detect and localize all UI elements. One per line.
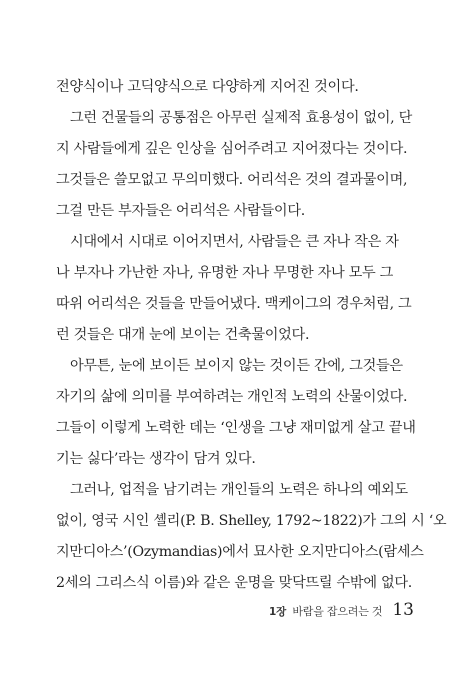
- text-line: 그들이 이렇게 노력한 데는 ‘인생을 그냥 재미없게 살고 끝내: [56, 420, 416, 436]
- text-line: 시대에서 시대로 이어지면서, 사람들은 큰 자나 작은 자: [70, 234, 399, 250]
- text-line: 그러나, 업적을 남기려는 개인들의 노력은 하나의 예외도: [70, 482, 408, 498]
- text-line: 지만디아스’(Ozymandias)에서 묘사한 오지만디아스(람세스: [56, 544, 424, 560]
- text-line: 2세의 그리스식 이름)와 같은 운명을 맞닥뜨릴 수밖에 없다.: [56, 575, 412, 591]
- chapter-number: 1장: [268, 606, 287, 618]
- body-text: [56, 72, 447, 599]
- text-line: 아무튼, 눈에 보이든 보이지 않는 것이든 간에, 그것들은: [70, 358, 403, 374]
- text-line: 따위 어리석은 것들을 만들어냈다. 맥케이그의 경우처럼, 그: [56, 296, 412, 312]
- text-line: 그런 건물들의 공통점은 아무런 실제적 효용성이 없이, 단: [70, 110, 412, 126]
- page-number: 13: [392, 600, 414, 620]
- text-line: 런 것들은 대개 눈에 보이는 건축물이었다.: [56, 327, 310, 343]
- text-line: 그걸 만든 부자들은 어리석은 사람들이다.: [56, 203, 305, 219]
- page-footer: [269, 600, 414, 620]
- text-line: 없이, 영국 시인 셸리(P. B. Shelley, 1792~1822)가 그의 시 ‘오: [56, 513, 447, 529]
- text-line: 기는 싫다’라는 생각이 담겨 있다.: [56, 451, 256, 467]
- text-line: 자기의 삶에 의미를 부여하려는 개인적 노력의 산물이었다.: [56, 389, 408, 405]
- text-line: 지 사람들에게 깊은 인상을 심어주려고 지어졌다는 것이다.: [56, 141, 408, 157]
- text-line: 그것들은 쓸모없고 무의미했다. 어리석은 것의 결과물이며,: [56, 172, 408, 188]
- chapter-title: 바람을 잡으려는 것: [292, 605, 383, 618]
- text-line: 전양식이나 고딕양식으로 다양하게 지어진 것이다.: [56, 79, 359, 95]
- text-line: 나 부자나 가난한 자나, 유명한 자나 무명한 자나 모두 그: [56, 265, 394, 281]
- running-header: [269, 603, 382, 619]
